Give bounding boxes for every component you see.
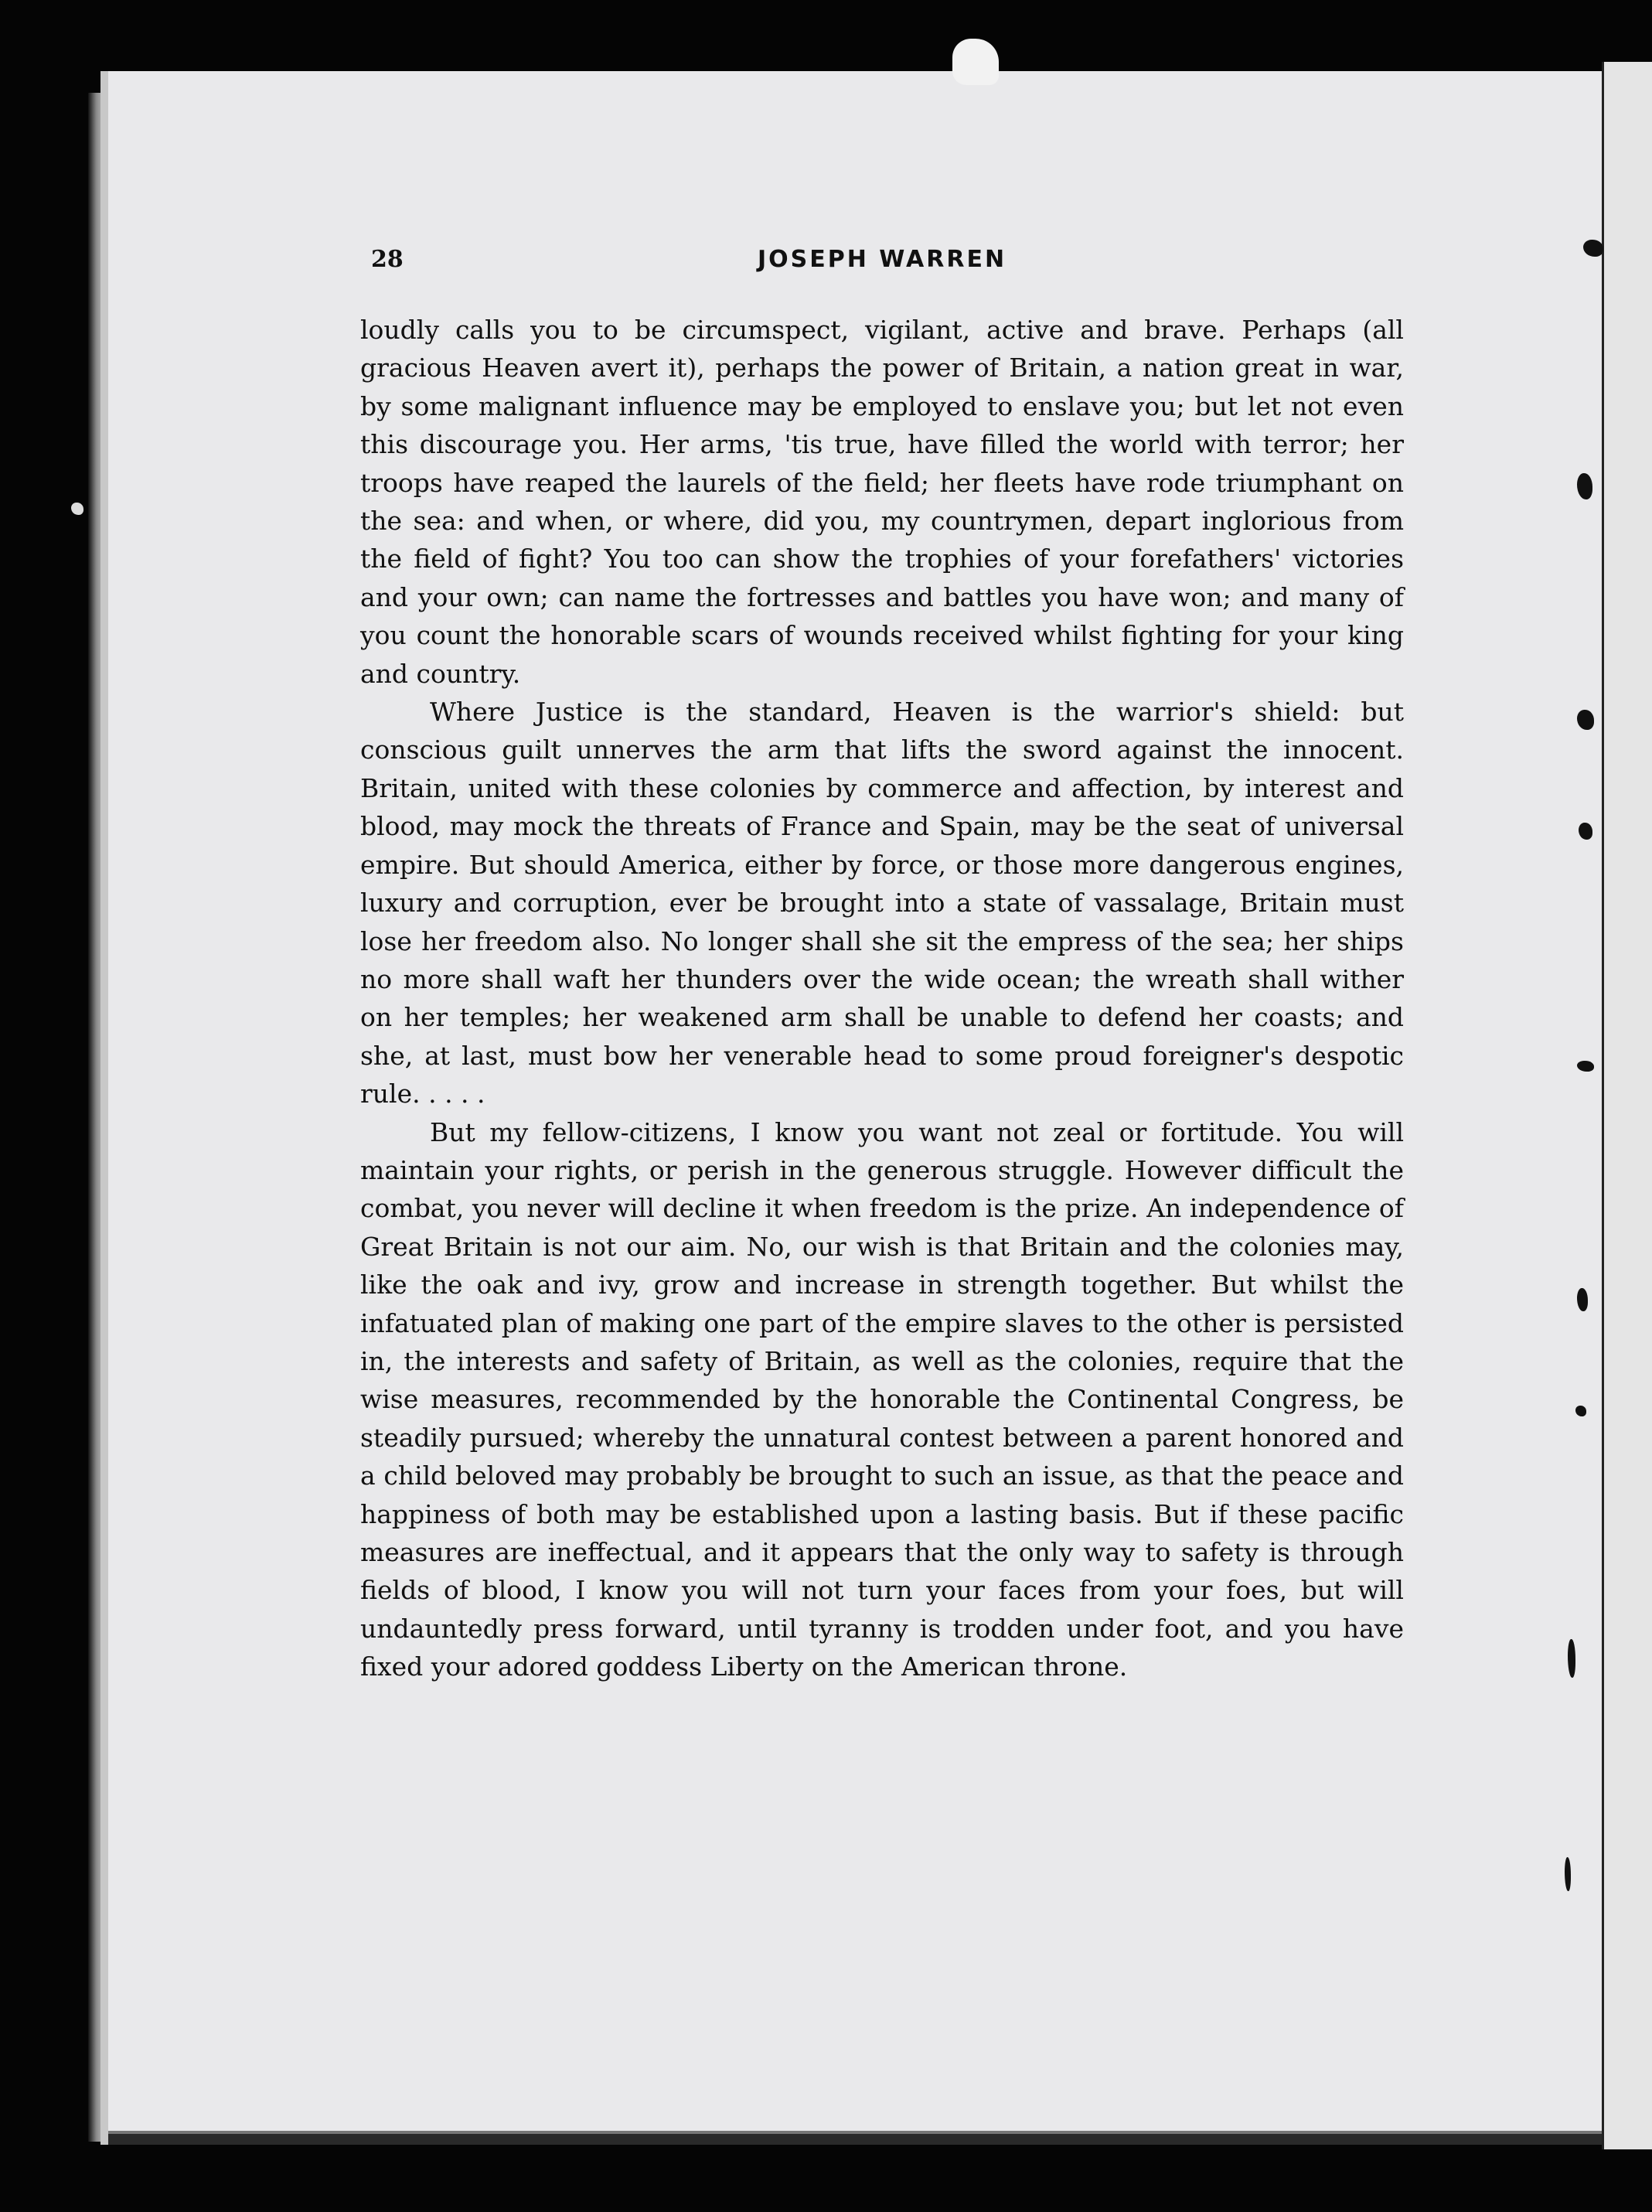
page-header [371,246,1407,285]
margin-mark [1583,240,1603,257]
margin-mark [1575,1406,1586,1416]
margin-mark [71,503,83,515]
margin-mark [1577,1061,1594,1072]
running-head: JOSEPH WARREN [758,246,1007,273]
facing-page-edge [1602,62,1652,2149]
body-text [360,311,1404,1686]
page-number: 28 [371,246,404,273]
paragraph: But my fellow-citizens, I know you want not zeal or fortitude. You will maintain your rights, or perish in the generous struggle. However difficult the combat, you never will decline it when freedom is the prize. An independence of Great Britain is not our aim. No, our wish is that Britain and the colonies may, like the oak and ivy, grow and increase in strength together. But whilst the infatuated plan of making one part of the empire slaves to the other is persisted in, the interests and safety of Britain, as well as the colonies, require that the wise measures, recommended by the honorable the Continental Congress, be steadily pursued; whereby the unnatural contest between a parent honored and a child beloved may probably be brought to such an issue, as that the peace and happiness of both may be established upon a lasting basis. But if these pacific measures are ineffectual, and it appears that the only way to safety is through fields of blood, I know you will not turn your faces from your foes, but will undauntedly press forward, until tyranny is trodden under foot, and you have fixed your adored goddess Liberty on the American throne. [360,1116,1404,1682]
paragraph: Where Justice is the standard, Heaven is the warrior's shield: but conscious guilt unnerves the arm that lifts the sword against the innocent. Britain, united with these colonies by commerce and affection, by interest and blood, may mock the threats of France and Spain, may be the seat of universal empire. But should America, either by force, or those more dangerous engines, luxury and corruption, ever be brought into a state of vassalage, Britain must lose her freedom also. No longer shall she sit the empress of the sea; her ships no more shall waft her thunders over the wide ocean; the wreath shall wither on her temples; her weakened arm shall be unable to defend her coasts; and she, at last, must bow her venerable head to some proud foreigner's despotic rule. . . . . [360,697,1404,1109]
margin-mark [1565,1857,1571,1891]
paper-tab [952,39,999,85]
margin-mark [1577,1288,1588,1311]
margin-mark [1568,1639,1575,1678]
margin-mark [1577,473,1592,499]
margin-mark [1579,823,1592,840]
margin-mark [1577,710,1594,730]
paragraph: loudly calls you to be circumspect, vigilant, active and brave. Perhaps (all gracious Heaven avert it), perhaps the power of Britain, a nation great in war, by some malignant influence may be employed to enslave you; but let not even this discourage you. Her arms, 'tis true, have filled the world with terror; her troops have reaped the laurels of the field; her fleets have rode triumphant on the sea: and when, or where, did you, my countrymen, depart inglorious from the field of fight? You too can show the trophies of your forefathers' victories and your own; can name the fortresses and battles you have won; and many of you count the honorable scars of wounds received whilst fighting for your king and country. [360,315,1404,689]
